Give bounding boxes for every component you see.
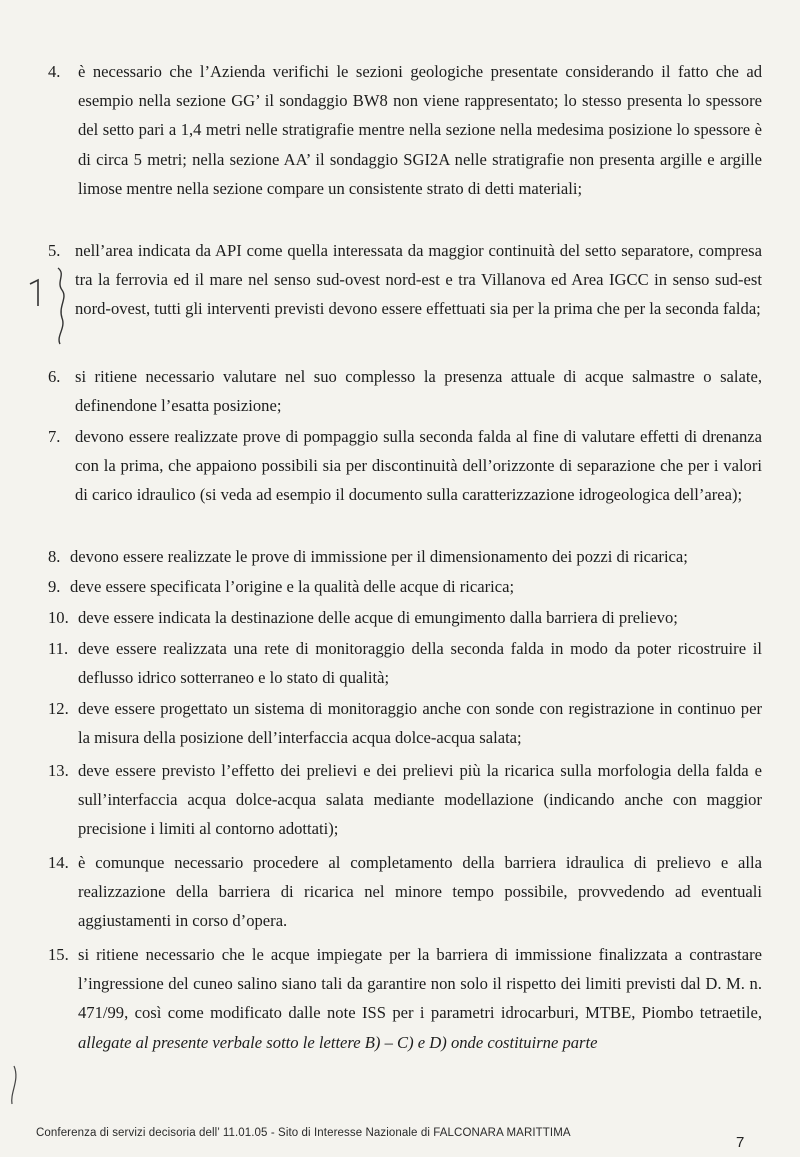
list-item-13 bbox=[48, 756, 762, 844]
item-text: si ritiene necessario valutare nel suo complesso la presenza attuale di acque salmastre o salate, definendone l’esatta posizione; bbox=[75, 367, 762, 416]
item-number: 8. bbox=[48, 547, 61, 566]
item-text: nell’area indicata da API come quella interessata da maggior continuità del setto separatore, compresa tra la ferrovia ed il mare nel senso sud-ovest nord-est e tra Villanova ed Area IGCC in senso sud-est nord-ovest, tutti gli interventi previsti devono essere effettuati sia per la prima che per la seconda falda; bbox=[75, 241, 762, 319]
item-number: 5. bbox=[48, 241, 61, 260]
item-text: devono essere realizzate prove di pompaggio sulla seconda falda al fine di valutare effetti di drenanza con la prima, che appaiono possibili sia per discontinuità dell’orizzonte di separazione che per i valori di carico idraulico (si veda ad esempio il documento sulla caratterizzazione idrogeologica dell’area); bbox=[75, 427, 762, 505]
list-item-9 bbox=[48, 572, 762, 601]
item-number: 15. bbox=[48, 945, 69, 964]
item-number: 6. bbox=[48, 367, 61, 386]
page-number: 7 bbox=[736, 1134, 745, 1151]
item-number: 4. bbox=[48, 62, 61, 81]
item-number: 11. bbox=[48, 639, 69, 658]
list-item-7 bbox=[48, 422, 762, 510]
list-item-6 bbox=[48, 362, 762, 420]
item-number: 12. bbox=[48, 699, 69, 718]
item-number: 10. bbox=[48, 608, 69, 627]
item-text-wrap bbox=[78, 940, 762, 1057]
list-item-14 bbox=[48, 848, 762, 936]
item-text: si ritiene necessario che le acque impiegate per la barriera di immissione finalizzata a contrastare l’ingressione del cuneo salino siano tali da garantire non solo il rispetto dei limiti previsti dal D. M. n. 471/99, così come modificato dalle note ISS per i parametri idrocarburi, MTBE, Piombo tetraetile, bbox=[78, 945, 762, 1023]
list-item-10 bbox=[48, 603, 762, 632]
item-number: 13. bbox=[48, 761, 69, 780]
item-text: deve essere indicata la destinazione delle acque di emungimento dalla barriera di prelievo; bbox=[78, 608, 678, 627]
item-text: deve essere realizzata una rete di monitoraggio della seconda falda in modo da poter ricostruire il deflusso idrico sotterraneo e lo stato di qualità; bbox=[78, 639, 762, 688]
item-number: 7. bbox=[48, 427, 61, 446]
item-text: devono essere realizzate le prove di immissione per il dimensionamento dei pozzi di ricarica; bbox=[70, 547, 688, 566]
item-text: deve essere specificata l’origine e la qualità delle acque di ricarica; bbox=[70, 577, 515, 596]
item-text: è necessario che l’Azienda verifichi le sezioni geologiche presentate considerando il fatto che ad esempio nella sezione GG’ il sondaggio BW8 non viene rappresentato; lo stesso presenta lo spessore del setto pari a 1,4 metri nelle stratigrafie mentre nella sezione nella medesima posizione lo spessore è di circa 5 metri; nella sezione AA’ il sondaggio SGI2A nelle stratigrafie non presenta argille e argille limose mentre nella sezione compare un consistente strato di detti materiali; bbox=[78, 62, 762, 198]
list-item-12 bbox=[48, 694, 762, 752]
item-text-italic: allegate al presente verbale sotto le lettere B) – C) e D) onde costituirne parte bbox=[78, 1032, 598, 1052]
item-text: deve essere previsto l’effetto dei prelievi e dei prelievi più la ricarica sulla morfologia della falda e sull’interfaccia acqua dolce-acqua salata mediante modellazione (indicando anche con maggior precisione i limiti al contorno adottati); bbox=[78, 761, 762, 839]
list-item-5 bbox=[48, 236, 762, 324]
list-item-4 bbox=[48, 57, 762, 203]
page-footer: Conferenza di servizi decisoria dell’ 11.01.05 - Sito di Interesse Nazionale di FALCONARA MARITTIMA bbox=[36, 1127, 571, 1139]
list-item-11 bbox=[48, 634, 762, 692]
margin-number-mark bbox=[30, 280, 38, 306]
item-number: 14. bbox=[48, 853, 69, 872]
margin-stroke-mark bbox=[12, 1066, 16, 1104]
item-number: 9. bbox=[48, 577, 61, 596]
list-item-15 bbox=[48, 940, 762, 1057]
item-text: deve essere progettato un sistema di monitoraggio anche con sonde con registrazione in continuo per la misura della posizione dell’interfaccia acqua dolce-acqua salata; bbox=[78, 699, 762, 748]
list-item-8 bbox=[48, 542, 762, 571]
item-text: è comunque necessario procedere al completamento della barriera idraulica di prelievo e alla realizzazione della barriera di ricarica nel minore tempo possibile, provvedendo ad eventuali aggiustamenti in corso d’opera. bbox=[78, 853, 762, 931]
